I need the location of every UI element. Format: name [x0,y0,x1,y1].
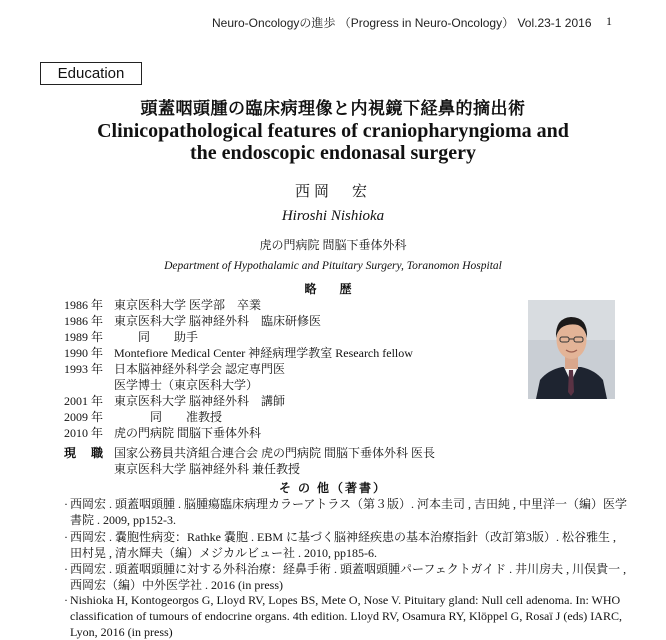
bullet-dot: · [64,593,68,607]
career-heading: 略 歴 [304,282,362,296]
career-text: 虎の門病院 間脳下垂体外科 [114,426,262,440]
career-entry [64,360,285,377]
career-year: 2001 年 [64,394,104,408]
career-text: Montefiore Medical Center 神経病理学教室 Research fellow [114,346,413,360]
career-entry [64,392,285,409]
career-text: 同 准教授 [114,410,223,424]
career-entry [64,408,222,425]
career-entry [64,328,198,345]
portrait-illustration [528,300,615,399]
publication-text: 西岡宏 . 嚢胞性病変：Rathke 嚢胞 . EBM に基づく脳神経疾患の基本治療指針（改訂第3版）. 松谷雅生 , 田村晃 , 清水輝夫（編）メジカルビュー社 . 2010, pp185-6. [70,530,616,560]
career-year: 1989 年 [64,330,104,344]
bullet-dot: · [64,562,68,576]
title-japanese: 頭蓋咽頭腫の臨床病理像と内視鏡下経鼻的摘出術 [140,99,526,118]
affiliation-japanese: 虎の門病院 間脳下垂体外科 [259,238,407,252]
publication-item [64,592,629,640]
affiliation-english: Department of Hypothalamic and Pituitary Surgery, Toranomon Hospital [164,260,502,272]
career-entry [64,312,321,329]
career-entry [64,424,261,441]
publication-text: 西岡宏 . 頭蓋咽頭腫 . 脳腫瘍臨床病理カラーアトラス（第３版）. 河本圭司 , 吉田純 , 中里洋一（編）医学書院 . 2009, pp152-3. [70,497,628,527]
publications-heading: そ の 他（著書） [278,481,387,495]
bullet-dot: · [64,530,68,544]
publication-text: Nishioka H, Kontogeorgos G, Lloyd RV, Lopes BS, Mete O, Nose V. Pituitary gland: Null cell adenoma. In: WHO classification of tumours of endocrine organs. 4th edition. Lloyd RV, Osamura RY, Klöppel G, Rosaï J (eds) IARC, Lyon, 2016 (in press) [70,593,622,639]
publication-item [64,561,629,593]
career-year: 1986 年 [64,314,104,328]
current-position-line: 東京医科大学 脳神経外科 兼任教授 [114,462,301,476]
career-entry [64,344,413,361]
running-header: Neuro-Oncologyの進歩 （Progress in Neuro-Oncology） Vol.23-1 2016 [212,16,592,30]
career-text: 同 助手 [114,330,199,344]
career-entry [64,296,261,313]
author-portrait-photo [528,300,615,399]
author-name-japanese: 西岡 宏 [294,184,371,200]
publication-text: 西岡宏 . 頭蓋咽頭腫に対する外科治療：経鼻手術 . 頭蓋咽頭腫パーフェクトガイド . 井川房夫 , 川俣貴一 , 西岡宏（編）中外医学社 . 2016 (in press) [70,562,627,592]
current-position-label: 現 職 [64,446,110,460]
bullet-dot: · [64,497,68,511]
career-year: 2009 年 [64,410,104,424]
publication-item [64,529,629,561]
title-english-line-2: the endoscopic endonasal surgery [189,142,477,164]
career-year: 2010 年 [64,426,104,440]
career-text: 東京医科大学 脳神経外科 講師 [114,394,286,408]
section-label: Education [40,62,142,85]
author-name-english: Hiroshi Nishioka [281,208,385,224]
career-text: 東京医科大学 医学部 卒業 [114,298,262,312]
publication-item [64,496,629,528]
career-year: 1993 年 [64,362,104,376]
page-number: 1 [606,14,612,28]
career-text: 東京医科大学 脳神経外科 臨床研修医 [114,314,322,328]
career-text: 医学博士（東京医科大学） [114,378,259,392]
career-text: 日本脳神経外科学会 認定専門医 [114,362,286,376]
career-entry [64,376,258,393]
career-year: 1986 年 [64,298,104,312]
title-english-line-1: Clinicopathological features of craniopharyngioma and [97,120,569,142]
career-year: 1990 年 [64,346,104,360]
current-position-line: 国家公務員共済組合連合会 虎の門病院 間脳下垂体外科 医長 [114,446,436,460]
